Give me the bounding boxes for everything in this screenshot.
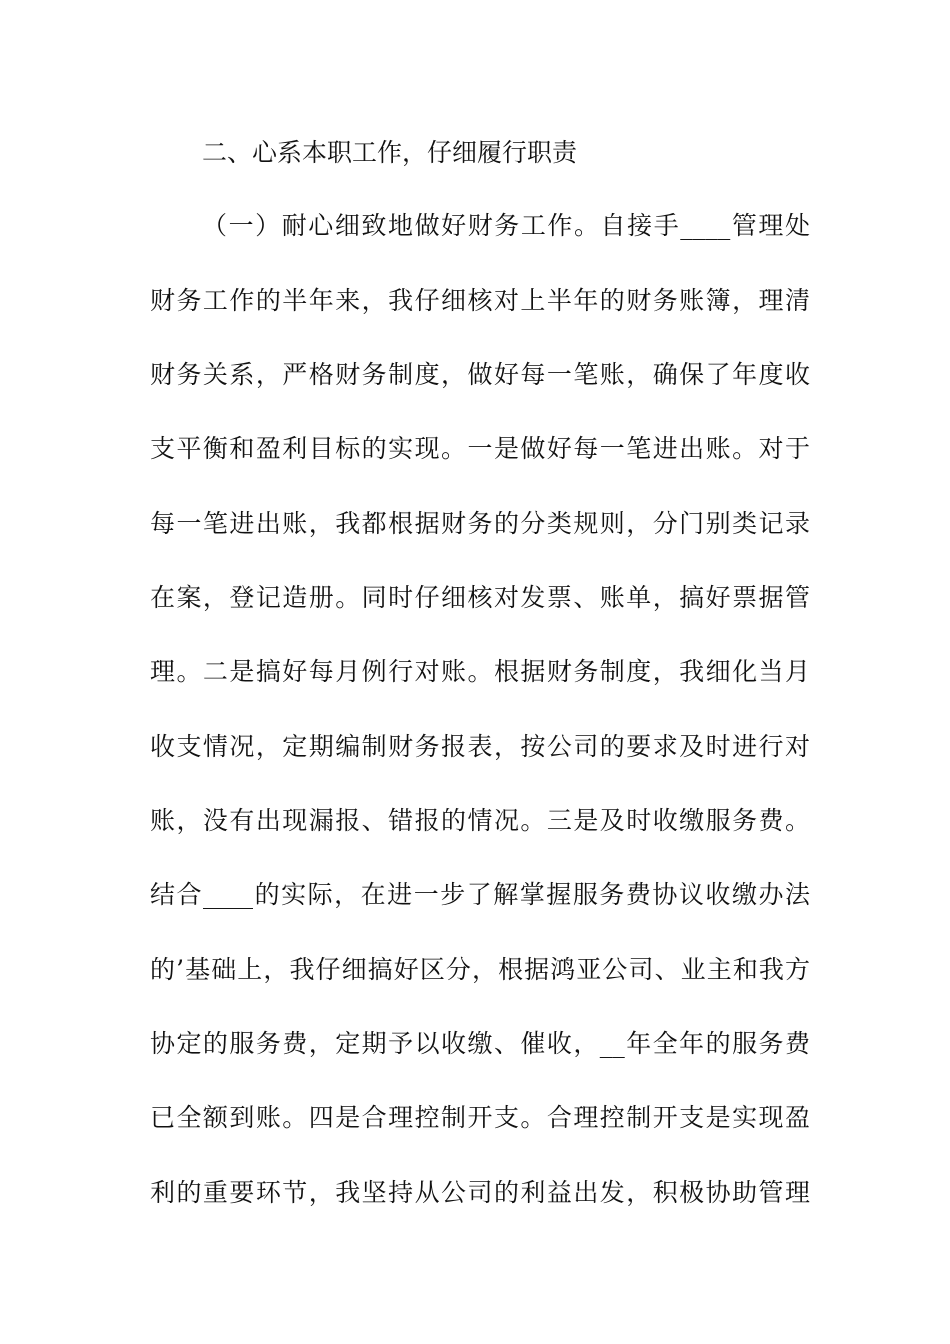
section-heading: 二、心系本职工作，仔细履行职责 xyxy=(202,138,578,167)
paragraph-line: （一）耐心细致地做好财务工作。自接手____管理处 xyxy=(202,211,810,240)
paragraph-line: 在案，登记造册。同时仔细核对发票、账单，搞好票据管 xyxy=(150,583,810,612)
paragraph-line: 结合____的实际，在进一步了解掌握服务费协议收缴办法 xyxy=(150,880,810,909)
paragraph-line: 财务工作的半年来，我仔细核对上半年的财务账簿，理清 xyxy=(150,286,810,315)
paragraph-line: 每一笔进出账，我都根据财务的分类规则，分门别类记录 xyxy=(150,509,810,538)
paragraph-line: 理。二是搞好每月例行对账。根据财务制度，我细化当月 xyxy=(150,657,810,686)
paragraph-line: 协定的服务费，定期予以收缴、催收，__年全年的服务费 xyxy=(150,1029,810,1058)
paragraph-line: 支平衡和盈利目标的实现。一是做好每一笔进出账。对于 xyxy=(150,434,810,463)
paragraph-line: 收支情况，定期编制财务报表，按公司的要求及时进行对 xyxy=(150,732,810,761)
paragraph-line: 已全额到账。四是合理控制开支。合理控制开支是实现盈 xyxy=(150,1103,810,1132)
paragraph-line: 利的重要环节，我坚持从公司的利益出发，积极协助管理 xyxy=(150,1178,810,1207)
paragraph-line: 财务关系，严格财务制度，做好每一笔账，确保了年度收 xyxy=(150,360,810,389)
paragraph-line: 账，没有出现漏报、错报的情况。三是及时收缴服务费。 xyxy=(150,806,810,835)
paragraph-line: 的’基础上，我仔细搞好区分，根据鸿亚公司、业主和我方 xyxy=(150,955,810,984)
